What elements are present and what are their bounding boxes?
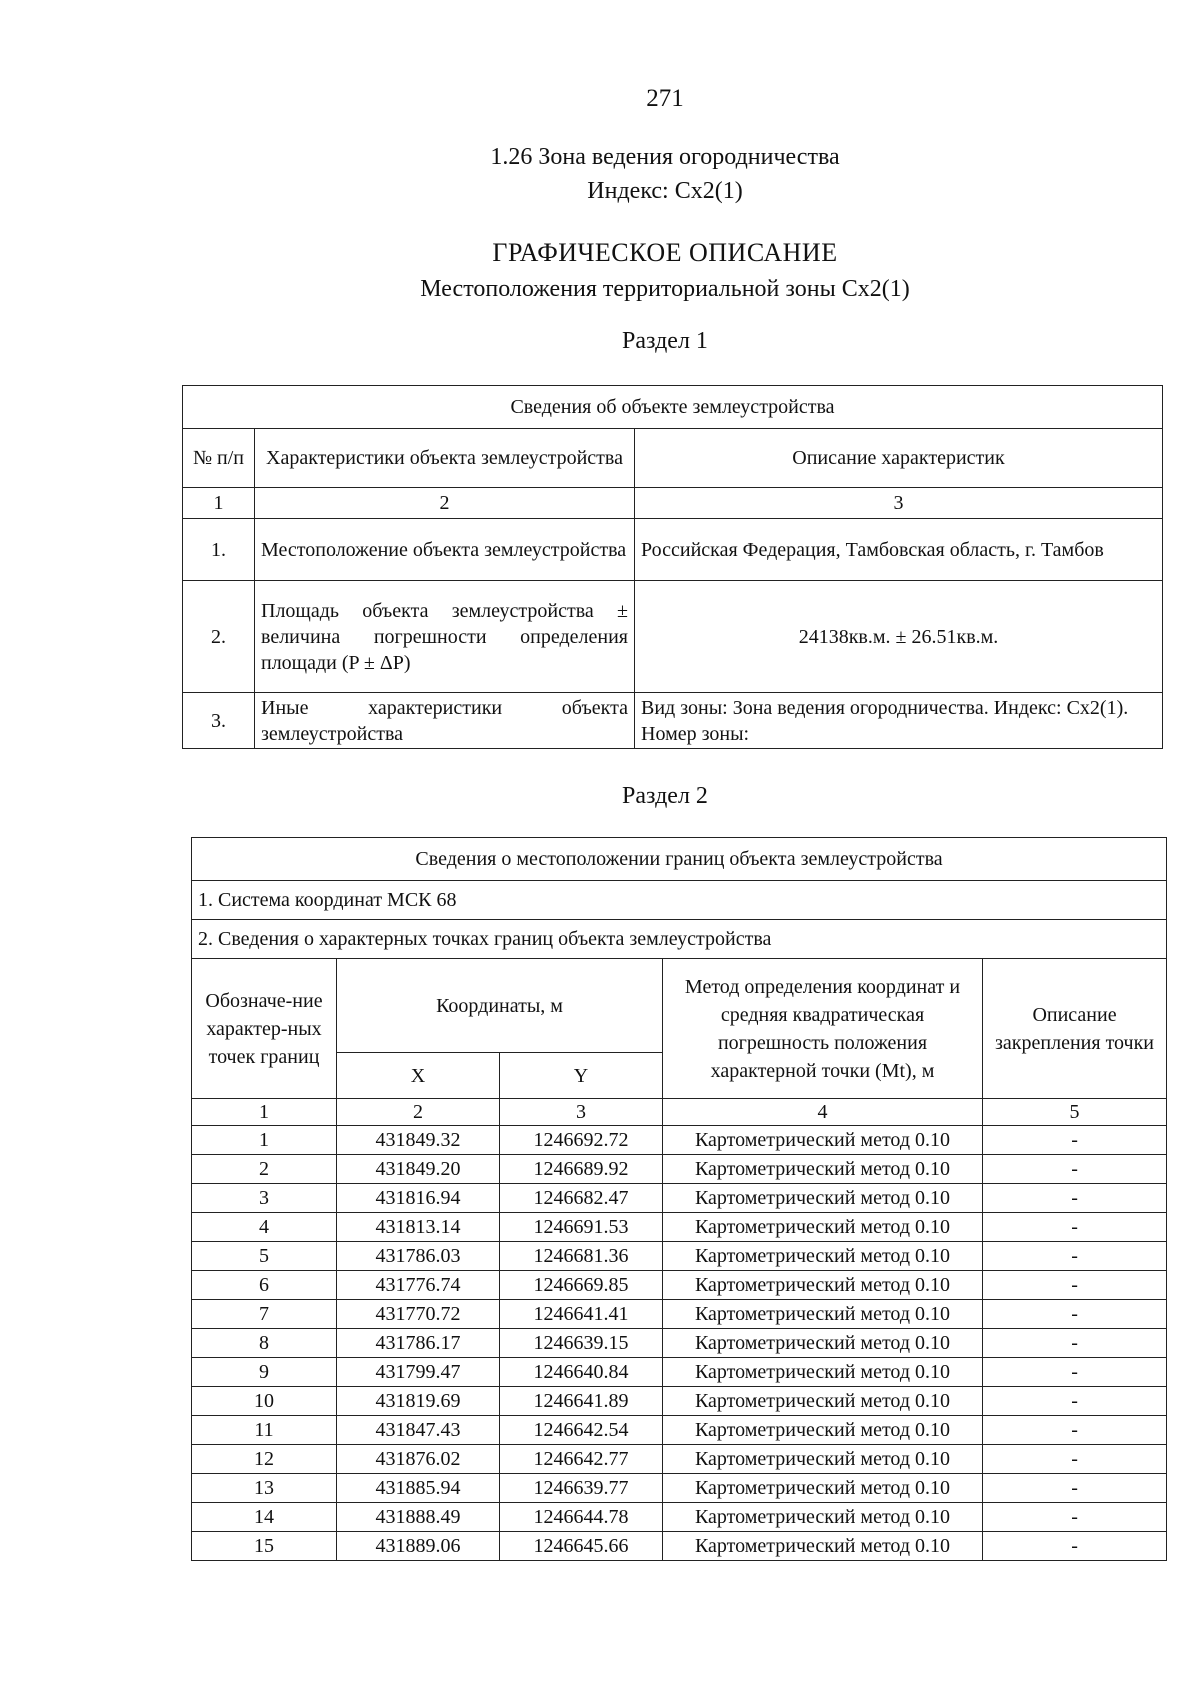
point-id: 10 [192,1387,337,1416]
method-cell: Картометрический метод 0.10 [663,1126,983,1155]
coord-x: 431819.69 [337,1387,500,1416]
header-description: Описание характеристик [635,429,1163,488]
fixing-cell: - [983,1445,1167,1474]
coord-x: 431816.94 [337,1184,500,1213]
section2-label: Раздел 2 [622,783,708,809]
column-number: 1 [192,1099,337,1126]
point-id: 5 [192,1242,337,1271]
coord-x: 431770.72 [337,1300,500,1329]
coord-x: 431786.03 [337,1242,500,1271]
zone-title: 1.26 Зона ведения огородничества [490,144,840,170]
method-cell: Картометрический метод 0.10 [663,1532,983,1561]
fixing-cell: - [983,1155,1167,1184]
coord-y: 1246642.54 [500,1416,663,1445]
fixing-cell: - [983,1213,1167,1242]
column-number: 1 [183,488,255,519]
header-characteristics: Характеристики объекта землеустройства [255,429,635,488]
row-number: 3. [183,693,255,749]
method-cell: Картометрический метод 0.10 [663,1445,983,1474]
section1-caption: Сведения об объекте землеустройства [183,386,1163,429]
coord-y: 1246641.89 [500,1387,663,1416]
coord-x: 431786.17 [337,1329,500,1358]
zone-index: Индекс: Сх2(1) [587,178,743,204]
zone-heading [0,140,1200,208]
fixing-cell: - [983,1416,1167,1445]
header-coordinates: Координаты, м [337,959,663,1053]
table-row [192,1242,1167,1271]
header-number: № п/п [183,429,255,488]
point-id: 8 [192,1329,337,1358]
section2-caption: Сведения о местоположении границ объекта землеустройства [192,838,1167,881]
document-title: ГРАФИЧЕСКОЕ ОПИСАНИЕ [492,238,838,267]
table-row [192,1184,1167,1213]
fixing-cell: - [983,1300,1167,1329]
coord-y: 1246644.78 [500,1503,663,1532]
method-cell: Картометрический метод 0.10 [663,1184,983,1213]
table-row [192,1416,1167,1445]
coord-x: 431849.32 [337,1126,500,1155]
table-row [192,1445,1167,1474]
characteristic-value: Российская Федерация, Тамбовская область, г. Тамбов [635,519,1163,581]
section2-table [191,837,1167,1561]
coord-x: 431813.14 [337,1213,500,1242]
point-id: 3 [192,1184,337,1213]
point-id: 15 [192,1532,337,1561]
coord-x: 431849.20 [337,1155,500,1184]
table-row [192,1532,1167,1561]
method-cell: Картометрический метод 0.10 [663,1300,983,1329]
characteristic-value: 24138кв.м. ± 26.51кв.м. [635,581,1163,693]
method-cell: Картометрический метод 0.10 [663,1329,983,1358]
fixing-cell: - [983,1271,1167,1300]
point-id: 14 [192,1503,337,1532]
document-subtitle: Местоположения территориальной зоны Сх2(1) [420,276,910,302]
point-id: 12 [192,1445,337,1474]
characteristic-value: Вид зоны: Зона ведения огородничества. Индекс: Сх2(1). Номер зоны: [635,693,1163,749]
point-id: 7 [192,1300,337,1329]
page-number: 271 [646,85,684,112]
point-id: 11 [192,1416,337,1445]
row-number: 1. [183,519,255,581]
coord-y: 1246642.77 [500,1445,663,1474]
point-id: 6 [192,1271,337,1300]
method-cell: Картометрический метод 0.10 [663,1155,983,1184]
method-cell: Картометрический метод 0.10 [663,1242,983,1271]
points-table-body [192,1126,1167,1561]
table-row [192,1474,1167,1503]
points-title: 2. Сведения о характерных точках границ объекта землеустройства [192,920,1167,959]
table-row [192,1387,1167,1416]
coord-y: 1246689.92 [500,1155,663,1184]
point-id: 9 [192,1358,337,1387]
coord-x: 431888.49 [337,1503,500,1532]
section1-label: Раздел 1 [622,328,708,354]
characteristic-name: Местоположение объекта землеустройства [255,519,635,581]
coord-x: 431776.74 [337,1271,500,1300]
coord-y: 1246692.72 [500,1126,663,1155]
coord-y: 1246645.66 [500,1532,663,1561]
coord-x: 431799.47 [337,1358,500,1387]
header-method: Метод определения координат и средняя квадратическая погрешность положения характерной точки (Mt), м [663,959,983,1099]
method-cell: Картометрический метод 0.10 [663,1416,983,1445]
coord-x: 431876.02 [337,1445,500,1474]
characteristic-name: Иные характеристики объекта землеустройства [255,693,635,749]
table-row [183,519,1163,581]
method-cell: Картометрический метод 0.10 [663,1213,983,1242]
table-row [183,693,1163,749]
column-number: 5 [983,1099,1167,1126]
row-number: 2. [183,581,255,693]
section1-table [182,385,1163,749]
point-id: 2 [192,1155,337,1184]
column-number: 3 [635,488,1163,519]
table-row [192,1213,1167,1242]
column-number: 4 [663,1099,983,1126]
method-cell: Картометрический метод 0.10 [663,1503,983,1532]
fixing-cell: - [983,1126,1167,1155]
coord-y: 1246669.85 [500,1271,663,1300]
fixing-cell: - [983,1532,1167,1561]
coordinate-system: 1. Система координат МСК 68 [192,881,1167,920]
table-row [183,581,1163,693]
table-row [192,1503,1167,1532]
fixing-cell: - [983,1329,1167,1358]
table-row [192,1155,1167,1184]
column-number: 3 [500,1099,663,1126]
table-row [192,1329,1167,1358]
coord-y: 1246639.15 [500,1329,663,1358]
coord-y: 1246691.53 [500,1213,663,1242]
method-cell: Картометрический метод 0.10 [663,1387,983,1416]
method-cell: Картометрический метод 0.10 [663,1358,983,1387]
characteristic-name: Площадь объекта землеустройства ± величина погрешности определения площади (P ± ΔP) [255,581,635,693]
coord-y: 1246681.36 [500,1242,663,1271]
header-point-id: Обозначе-ние характер-ных точек границ [192,959,337,1099]
header-y: Y [500,1053,663,1099]
coord-y: 1246641.41 [500,1300,663,1329]
table-row [192,1126,1167,1155]
header-fixing: Описание закрепления точки [983,959,1167,1099]
method-cell: Картометрический метод 0.10 [663,1474,983,1503]
fixing-cell: - [983,1503,1167,1532]
point-id: 13 [192,1474,337,1503]
column-number: 2 [337,1099,500,1126]
point-id: 1 [192,1126,337,1155]
table-row [192,1300,1167,1329]
table-row [192,1358,1167,1387]
coord-x: 431889.06 [337,1532,500,1561]
fixing-cell: - [983,1387,1167,1416]
method-cell: Картометрический метод 0.10 [663,1271,983,1300]
coord-x: 431885.94 [337,1474,500,1503]
header-x: X [337,1053,500,1099]
point-id: 4 [192,1213,337,1242]
fixing-cell: - [983,1242,1167,1271]
coord-y: 1246639.77 [500,1474,663,1503]
coord-x: 431847.43 [337,1416,500,1445]
fixing-cell: - [983,1474,1167,1503]
table-row [192,1271,1167,1300]
fixing-cell: - [983,1358,1167,1387]
coord-y: 1246640.84 [500,1358,663,1387]
coord-y: 1246682.47 [500,1184,663,1213]
fixing-cell: - [983,1184,1167,1213]
column-number: 2 [255,488,635,519]
